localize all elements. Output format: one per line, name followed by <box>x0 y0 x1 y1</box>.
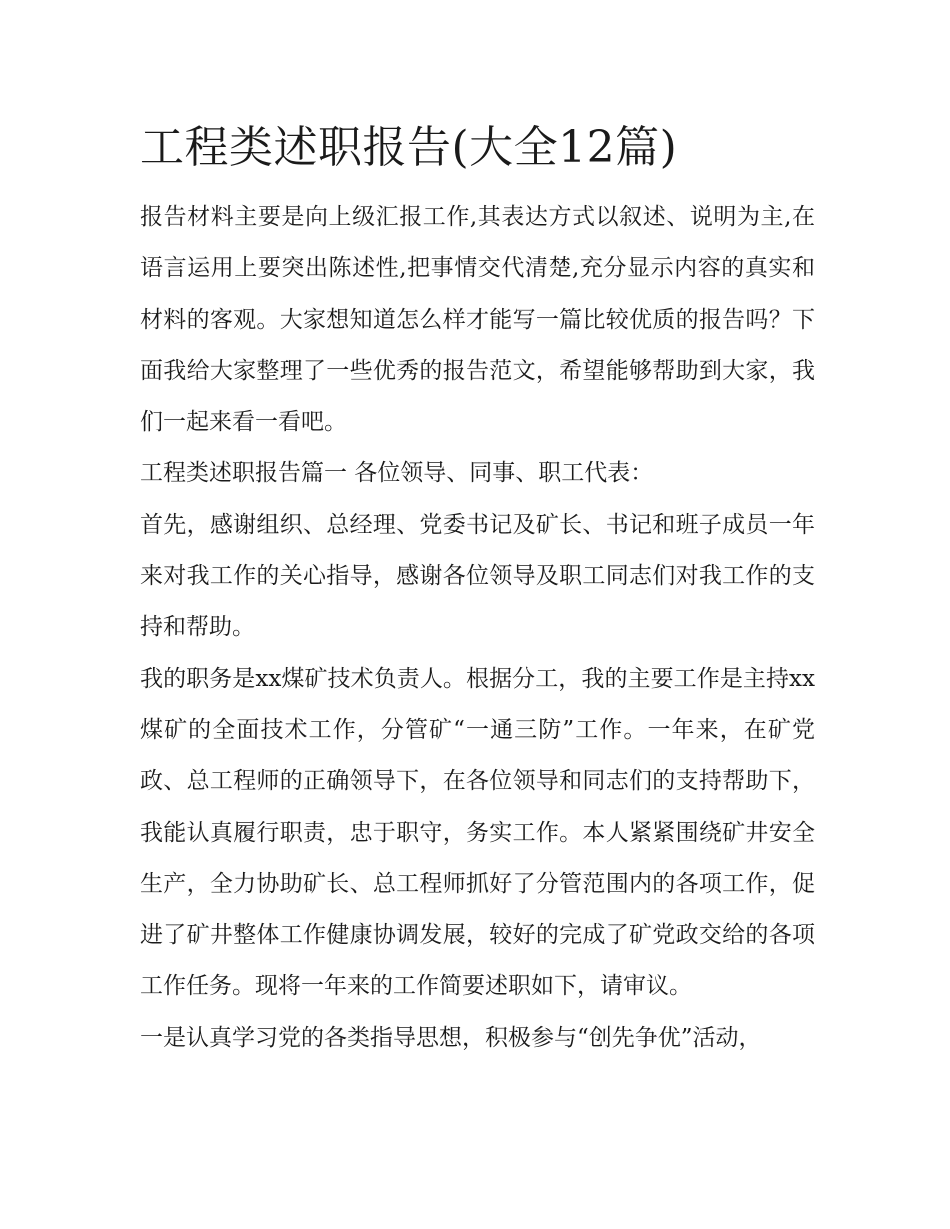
paragraph-duties: 我的职务是xx煤矿技术负责人。根据分工，我的主要工作是主持xx煤矿的全面技术工作，分管矿“一通三防”工作。一年来，在矿党政、总工程师的正确领导下，在各位领导和同志们的支持帮助下，我能认真履行职责，忠于职守，务实工作。本人紧紧围绕矿井安全生产，全力协助矿长、总工程师抓好了分管范围内的各项工作，促进了矿井整体工作健康协调发展，较好的完成了矿党政交给的各项工作任务。现将一年来的工作简要述职如下，请审议。 <box>140 665 815 1000</box>
paragraph-thanks: 首先，感谢组织、总经理、党委书记及矿长、书记和班子成员一年来对我工作的关心指导，感谢各位领导及职工同志们对我工作的支持和帮助。 <box>140 511 815 641</box>
paragraph-salutation: 工程类述职报告篇一 各位领导、同事、职工代表： <box>140 460 654 487</box>
paragraph-study: 一是认真学习党的各类指导思想，积极参与“创先争优”活动， <box>140 1024 762 1051</box>
paragraph-intro: 报告材料主要是向上级汇报工作,其表达方式以叙述、说明为主,在语言运用上要突出陈述性,把事情交代清楚,充分显示内容的真实和材料的客观。大家想知道怎么样才能写一篇比较优质的报告吗？下面我给大家整理了一些优秀的报告范文，希望能够帮助到大家，我们一起来看一看吧。 <box>140 204 815 436</box>
document-body <box>140 118 815 1064</box>
document-title: 工程类述职报告(大全12篇) <box>140 122 678 173</box>
